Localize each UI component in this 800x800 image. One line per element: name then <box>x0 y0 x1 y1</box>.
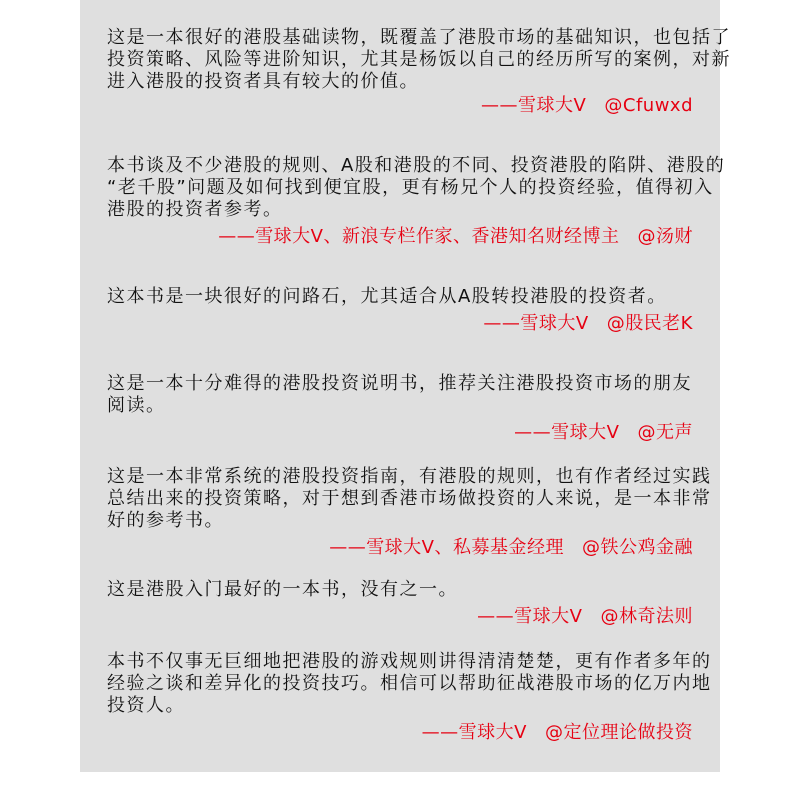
attribution-handle: @铁公鸡金融 <box>582 537 693 558</box>
attribution-title: ——雪球大V <box>421 722 527 743</box>
endorsement-attribution <box>107 537 693 559</box>
endorsement-line: 这是一本非常系统的港股投资指南，有港股的规则，也有作者经过实践 <box>107 466 712 487</box>
attribution-title: ——雪球大V <box>514 422 620 443</box>
attribution-handle: @汤财 <box>637 226 693 247</box>
endorsement-attribution <box>107 606 693 628</box>
endorsement-attribution <box>107 422 693 444</box>
attribution-title: ——雪球大V <box>477 606 583 627</box>
endorsement-line: 好的参考书。 <box>107 510 224 531</box>
endorsement-line: 这本书是一块很好的问路石，尤其适合从A股转投港股的投资者。 <box>107 286 667 307</box>
endorsement-block <box>107 579 693 628</box>
endorsement-line: 这是港股入门最好的一本书，没有之一。 <box>107 579 458 600</box>
attribution-handle: @Cfuwxd <box>604 95 693 116</box>
endorsement-block <box>107 155 726 248</box>
endorsement-line: 本书不仅事无巨细地把港股的游戏规则讲得清清楚楚，更有作者多年的 <box>107 651 712 672</box>
endorsement-line: 投资人。 <box>107 695 185 716</box>
endorsement-attribution <box>107 226 693 248</box>
endorsement-block <box>107 27 731 117</box>
endorsement-panel <box>80 0 731 772</box>
endorsement-block <box>107 651 712 744</box>
endorsement-line: 本书谈及不少港股的规则、A股和港股的不同、投资港股的陷阱、港股的 <box>107 155 726 176</box>
endorsement-block <box>107 286 693 335</box>
attribution-title: ——雪球大V、新浪专栏作家、香港知名财经博主 <box>218 226 620 247</box>
attribution-handle: @股民老K <box>606 313 693 334</box>
attribution-handle: @林奇法则 <box>600 606 693 627</box>
endorsement-line: 港股的投资者参考。 <box>107 199 283 220</box>
endorsement-line: 经验之谈和差异化的投资技巧。相信可以帮助征战港股市场的亿万内地 <box>107 673 712 694</box>
endorsement-attribution <box>107 95 693 117</box>
attribution-title: ——雪球大V <box>483 313 589 334</box>
endorsement-block <box>107 466 712 559</box>
endorsement-line: 这是一本很好的港股基础读物，既覆盖了港股市场的基础知识，也包括了 <box>107 27 731 48</box>
endorsement-line: 进入港股的投资者具有较大的价值。 <box>107 71 419 92</box>
endorsement-line: 这是一本十分难得的港股投资说明书，推荐关注港股投资市场的朋友 <box>107 373 692 394</box>
attribution-handle: @定位理论做投资 <box>545 722 693 743</box>
attribution-title: ——雪球大V <box>481 95 587 116</box>
endorsement-line: 总结出来的投资策略，对于想到香港市场做投资的人来说，是一本非常 <box>107 488 712 509</box>
endorsement-line: 阅读。 <box>107 395 166 416</box>
attribution-title: ——雪球大V、私募基金经理 <box>329 537 564 558</box>
endorsement-attribution <box>107 722 693 744</box>
endorsement-line: 投资策略、风险等进阶知识，尤其是杨饭以自己的经历所写的案例，对新 <box>107 49 731 70</box>
endorsement-line: “老千股”问题及如何找到便宜股，更有杨兄个人的投资经验，值得初入 <box>107 177 714 198</box>
attribution-handle: @无声 <box>637 422 693 443</box>
endorsement-block <box>107 373 693 444</box>
endorsement-attribution <box>107 313 693 335</box>
